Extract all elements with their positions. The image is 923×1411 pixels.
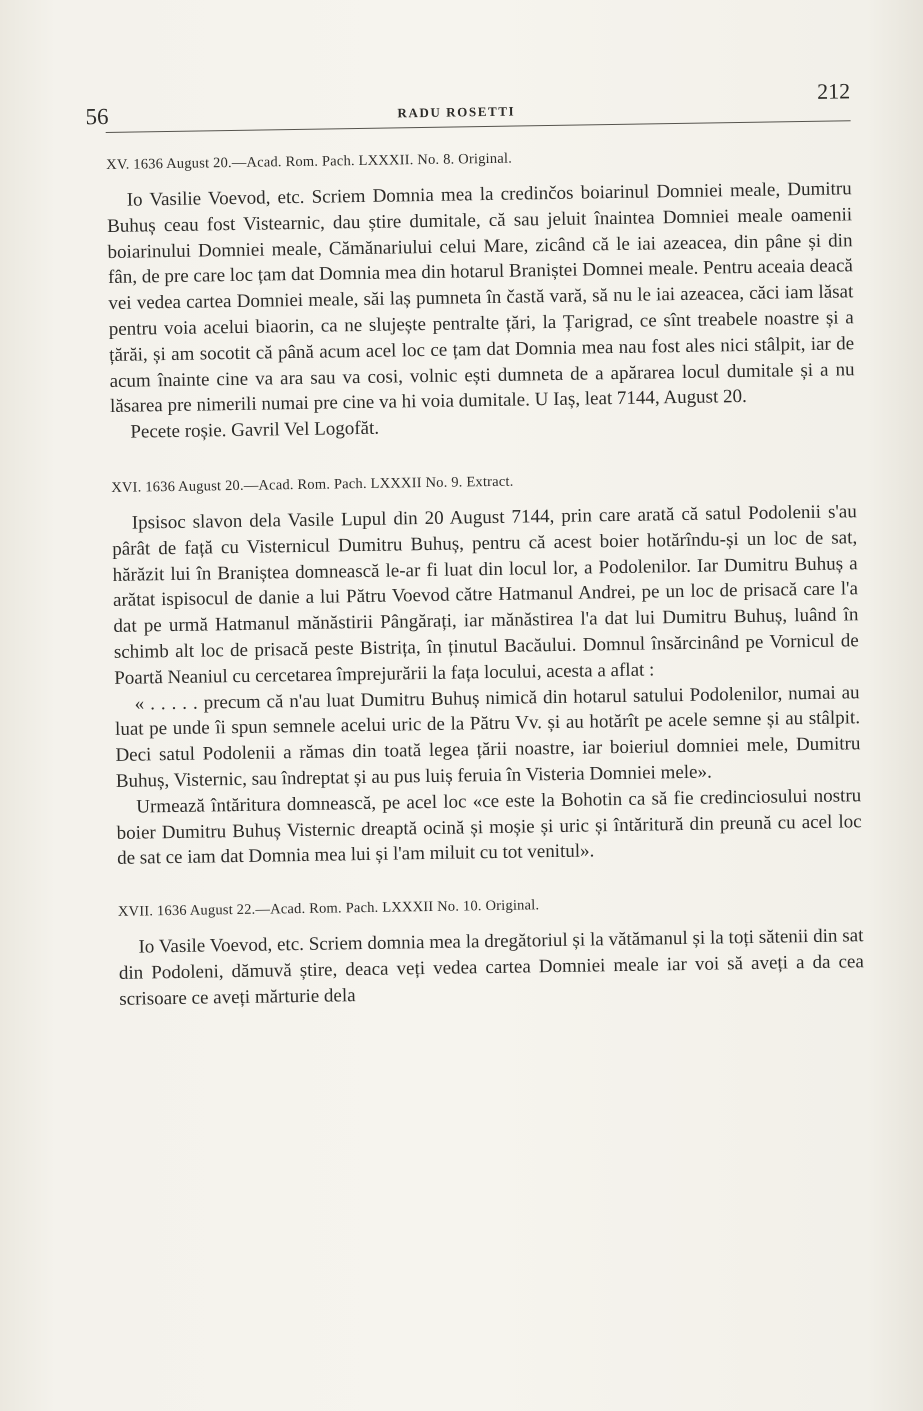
section-xv-body [107,176,856,446]
section-xv-paragraph: Io Vasilie Voevod, etc. Scriem Domnia mea la credinčos boiarinul Domniei meale, Dumitru Buhuș ceau fost Vistearnic, dau știre dumitale, că sau jeluit înaintea Domniei meale oamenii boiarinului Domniei meale, Cămănariului celui Mare, zicând că le iai azeacea, din pâne și din fân, de pre care loc țam dat Domnia mea din hotarul Braniștei Domnei meale. Pentru aceaia deacă vei vedea cartea Domniei meale, săi laș pumneta în častă vară, să nu le iai azeacea, căci iam lăsat pentru voia acelui biaorin, ca ne slujește pentralte țări, la Țarigrad, ce sînt treabele noastre și a țărăi, și am socotit că până acum acel loc ce țam dat Domnia mea nau fost ales nici stâlpit, iar de acum înainte cine va ara sau va cosi, volnic ești dumneta de a apărarea locul dumitale și a nu lăsarea pre nimerili numai pre cine va hi voia dumitale. U Iaș, leat 7144, August 20. [107,178,855,418]
section-xvi-body [112,499,863,872]
section-xvii-body [118,923,864,1012]
page-number-left: 56 [85,103,109,130]
section-xvi-paragraph: Urmează întăritura domnească, pe acel loc «ce este la Bohotin ca să fie credinciosului nostru boier Dumitru Buhuș Visternic dreaptă ocină și moșie și uric și întăritură din preună cu acel loc de sat ce iam dat Domnia mea lui și l'am miluit cu tot venitul». [116,784,862,870]
running-head: RADU ROSETTI [397,103,516,121]
page-header [85,76,851,133]
page-content [85,76,864,1012]
section-xv-signature: Pecete roșie. Gavril Vel Logofăt. [130,417,380,443]
section-xvii-heading: XVII. 1636 August 22.—Acad. Rom. Pach. LXXXII No. 10. Original. [117,897,540,921]
section-xvi-paragraph: Ipsisoc slavon dela Vasile Lupul din 20 August 7144, prin care arată că satul Podolenii s'au pârât de față cu Visternicul Dumitru Buhuș, pentru că acest boier hotărîndu-și un loc de sat, hărăzit lui în Braniștea domnească le-ar fi luat din locul lor, a Podolenilor. Iar Dumitru Buhuș a arătat ispisocul de danie a lui Pătru Voevod către Hatmanul Andrei, pe un loc de prisacă care l'a dat pe urmă Hatmanul mănăstirii Pângărați, iar mănăstirea l'a dat lui Dumitru Buhuș, luând în schimb alt loc de prisacă peste Bistrița, în ținutul Bacăului. Domnul însărcinând pe Vornicul de Poartă Neaniul cu cercetarea împrejurării la fața locului, acesta a aflat : [112,501,859,689]
section-xvi-quote: « . . . . . precum că n'au luat Dumitru Buhuș nimică din hotarul satului Podolenilor, numai au luat pe unde îi spun semnele acelui uric de la Pătru Vv. și au hotărît pe acele semne și au stâlpit. Deci satul Podolenii a rămas din toată legea țării noastre, iar boieriul domniei mele, Dumitru Buhuș, Visternic, sau îndreptat și au pus luiș feruia în Visteria Domniei mele». [114,681,861,792]
section-xvi-heading: XVI. 1636 August 20.—Acad. Rom. Pach. LXXXII No. 9. Extract. [111,473,514,496]
section-xv-heading: XV. 1636 August 20.—Acad. Rom. Pach. LXXXII. No. 8. Original. [106,150,513,173]
section-xvii-paragraph: Io Vasile Voevod, etc. Scriem domnia mea la dregătoriul și la vătămanul și la toți sătenii din sat din Podoleni, dămuvă știre, deaca veți vedea cartea Domniei meale iar voi să aveți a da cea scrisoare ce aveți mărturie dela [118,925,864,1010]
page-number-right: 212 [816,78,851,104]
